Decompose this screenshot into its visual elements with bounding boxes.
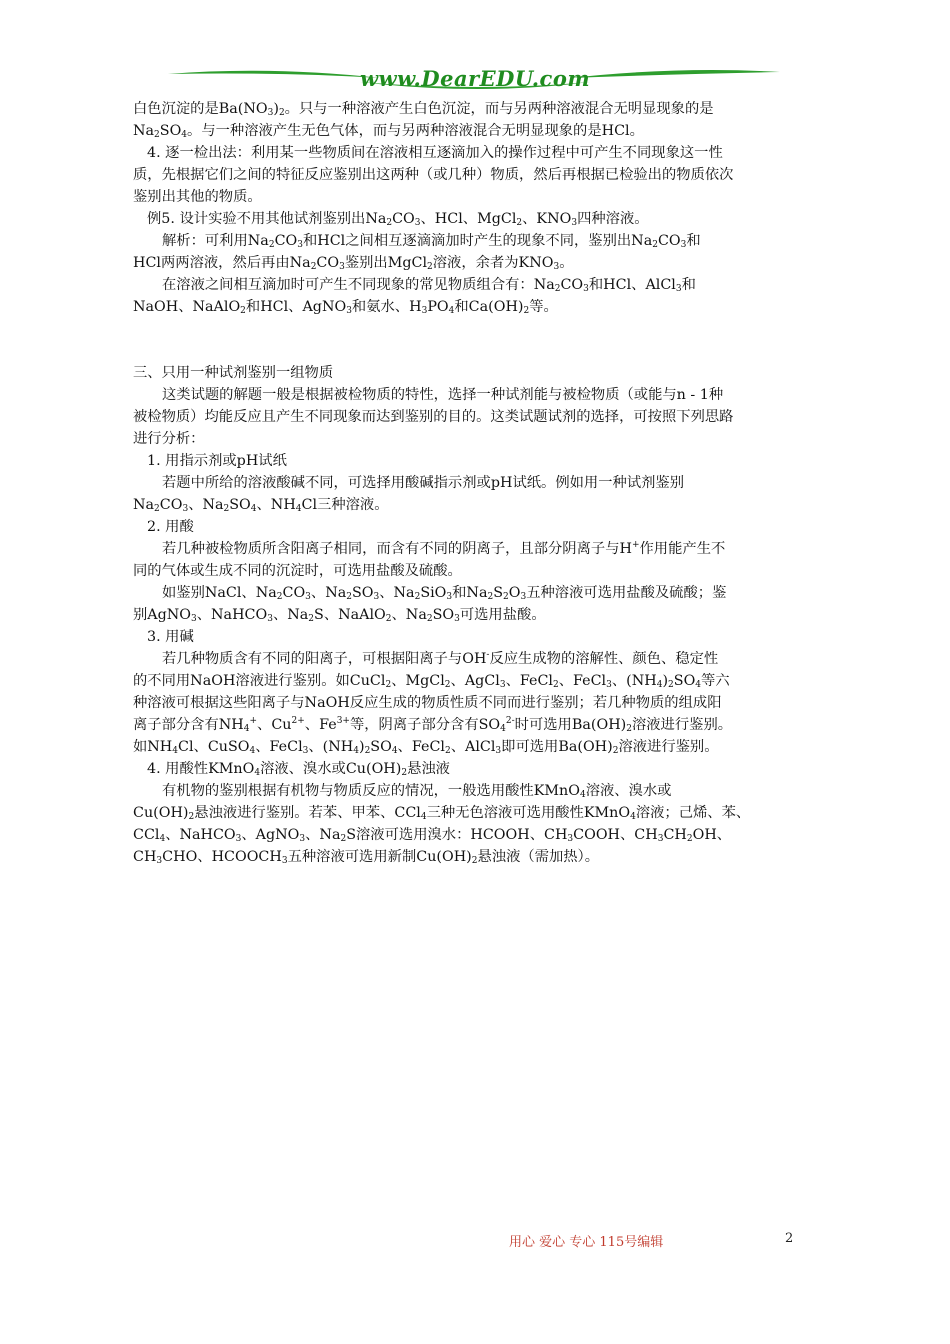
text-line: 的不同用NaOH溶液进行鉴别。如CuCl$_2$、MgCl$_2$、AgCl$_3$、FeCl$_2$、FeCl$_3$、$(NH_4)_2SO_4$等六	[133, 673, 730, 690]
text-line: 4. 用酸性KMnO$_4$溶液、溴水或$Cu(OH)_2$悬浊液	[147, 761, 450, 778]
footer-text: 用心 爱心 专心 115号编辑	[509, 1235, 664, 1250]
site-url: www.DearEDU.com	[359, 66, 591, 91]
text-line: NaOH、NaAlO$_2$和HCl、AgNO$_3$和氨水、$H_3PO_4$和$Ca(OH)_2$等。	[133, 299, 558, 316]
text-line: 别AgNO$_3$、NaHCO$_3$、$Na_2S$、NaAlO$_2$、$Na_2SO_3$可选用盐酸。	[133, 607, 546, 624]
text-line: 离子部分含有$NH_4^+$、$Cu^{2+}$、$Fe^{3+}$等，阴离子部分含有$SO_4^{2-}$时可选用$Ba(OH)_2$溶液进行鉴别。	[133, 716, 733, 734]
site-header	[160, 62, 790, 98]
text-line: 1. 用指示剂或pH试纸	[147, 453, 287, 469]
page-number: 2	[785, 1231, 794, 1246]
blank-line	[133, 318, 823, 362]
text-line: 若几种物质含有不同的阳离子，可根据阳离子与OH-反应生成物的溶解性、颜色、稳定性	[162, 650, 719, 667]
text-line: 解析：可利用$Na_2CO_3$和HCl之间相互逐滴滴加时产生的现象不同，鉴别出$Na_2CO_3$和	[162, 233, 701, 250]
text-line: CCl$_4$、NaHCO$_3$、AgNO$_3$、$Na_2S$溶液可选用溴水：HCOOH、$CH_3COOH$、$CH_3CH_2OH$、	[133, 827, 732, 844]
text-line: 进行分析：	[133, 431, 205, 447]
text-line: 2. 用酸	[147, 519, 194, 535]
text-line: 白色沉淀的是$Ba(NO_3)_2$。只与一种溶液产生白色沉淀，而与另两种溶液混合无明显现象的是	[133, 101, 714, 118]
text-line: 被检物质）均能反应且产生不同现象而达到鉴别的目的。这类试题试剂的选择，可按照下列思路	[133, 409, 734, 425]
text-line: 三、只用一种试剂鉴别一组物质	[133, 365, 334, 381]
text-line: 如鉴别NaCl、$Na_2CO_3$、$Na_2SO_3$、$Na_2SiO_3$和$Na_2S_2O_3$五种溶液可选用盐酸及硫酸；鉴	[162, 585, 727, 602]
text-line: 有机物的鉴别根据有机物与物质反应的情况，一般选用酸性KMnO$_4$溶液、溴水或	[162, 783, 672, 800]
text-line: $Na_2CO_3$、$Na_2SO_4$、$NH_4Cl$三种溶液。	[133, 497, 389, 514]
text-line: 同的气体或生成不同的沉淀时，可选用盐酸及硫酸。	[133, 563, 462, 579]
text-line: 若几种被检物质所含阳离子相同，而含有不同的阴离子，且部分阴离子与H+作用能产生不	[162, 540, 726, 557]
text-line: 这类试题的解题一般是根据被检物质的特性，选择一种试剂能与被检物质（或能与n - 1种	[162, 387, 724, 403]
text-line: HCl两两溶液，然后再由$Na_2CO_3$鉴别出MgCl$_2$溶液，余者为$KNO_3$。	[133, 255, 574, 272]
text-line: $Cu(OH)_2$悬浊液进行鉴别。若苯、甲苯、CCl$_4$三种无色溶液可选用酸性KMnO$_4$溶液；己烯、苯、	[133, 805, 751, 822]
text-line: 质，先根据它们之间的特征反应鉴别出这两种（或几种）物质，然后再根据已检验出的物质依次	[133, 167, 734, 183]
text-line: 种溶液可根据这些阳离子与NaOH反应生成的物质性质不同而进行鉴别；若几种物质的组成阳	[133, 695, 722, 711]
text-line: $CH_3CHO$、$HCOOCH_3$五种溶液可选用新制$Cu(OH)_2$悬浊液（需加热）。	[133, 849, 600, 866]
text-line: 鉴别出其他的物质。	[133, 189, 262, 205]
text-line: 在溶液之间相互滴加时可产生不同现象的常见物质组合有：$Na_2CO_3$和HCl、AlCl$_3$和	[162, 277, 696, 294]
text-line: 例5. 设计实验不用其他试剂鉴别出$Na_2CO_3$、HCl、MgCl$_2$、$KNO_3$四种溶液。	[147, 211, 649, 228]
text-line: 若题中所给的溶液酸碱不同，可选择用酸碱指示剂或pH试纸。例如用一种试剂鉴别	[162, 475, 685, 491]
document-body	[133, 98, 823, 868]
text-line: 4. 逐一检出法：利用某一些物质间在溶液相互逐滴加入的操作过程中可产生不同现象这一性	[147, 145, 723, 161]
text-line: $Na_2SO_4$。与一种溶液产生无色气体，而与另两种溶液混合无明显现象的是HCl。	[133, 123, 644, 140]
text-line: 3. 用碱	[147, 629, 194, 645]
text-line: 如$NH_4Cl$、CuSO$_4$、FeCl$_3$、$(NH_4)_2SO_4$、FeCl$_2$、AlCl$_3$即可选用$Ba(OH)_2$溶液进行鉴别。	[133, 739, 719, 756]
